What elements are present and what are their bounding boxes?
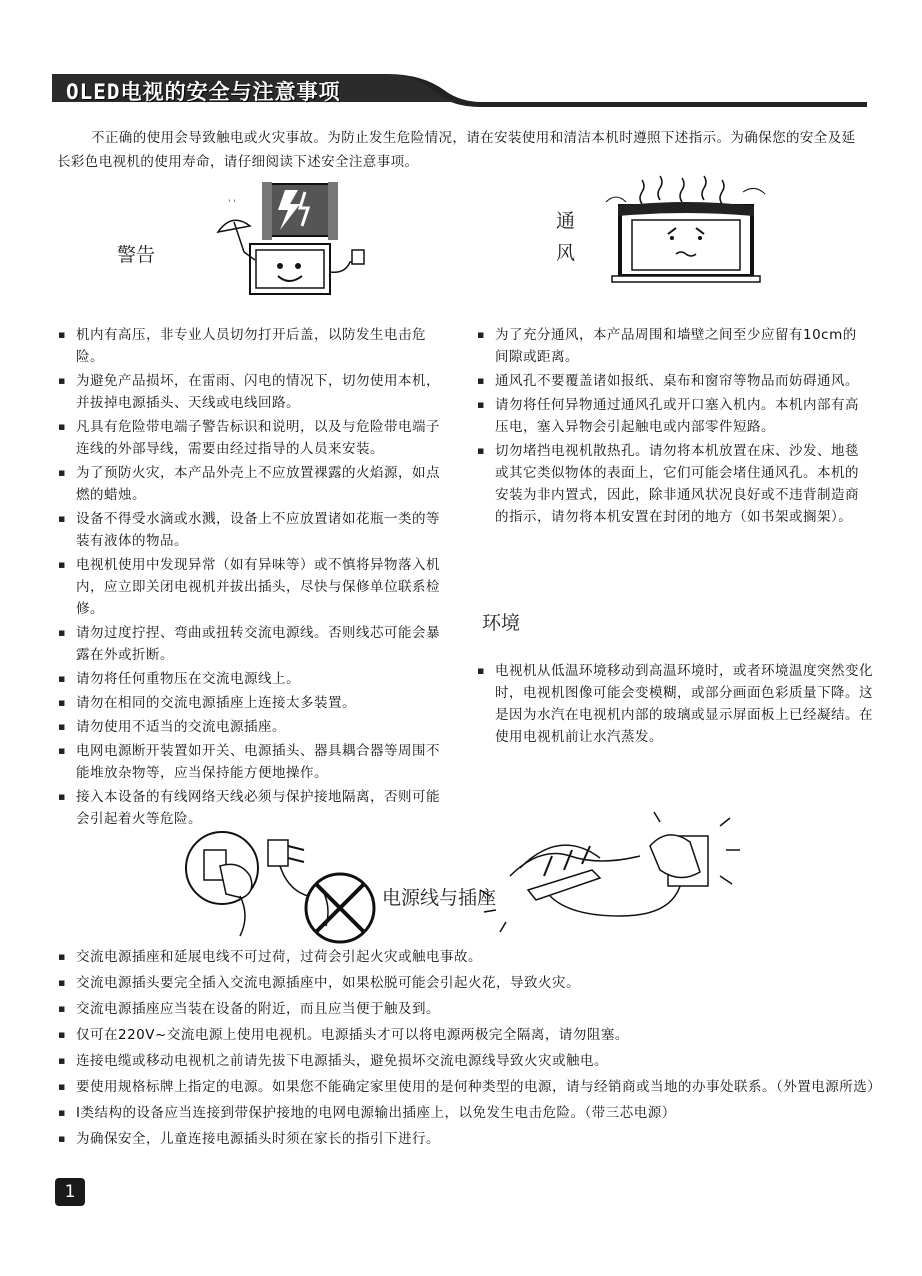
ventilation-label-line1: 通 — [556, 210, 576, 232]
list-item: ▪ 为确保安全，儿童连接电源插头时须在家长的指引下进行。 — [58, 1128, 888, 1150]
list-item: ▪ 电视机从低温环境移动到高温环境时，或者环境温度突然变化时，电视机图像可能会变模糊，或部分画面色彩质量下降。这是因为水汽在电视机内部的玻璃或显示屏面板上已经凝结。在使用电视机前让水汽蒸发。 — [477, 660, 882, 748]
list-item: ▪ 为了预防火灾，本产品外壳上不应放置裸露的火焰源，如点燃的蜡烛。 — [58, 462, 450, 506]
warning-list — [58, 324, 450, 832]
list-item: ▪ 电网电源断开装置如开关、电源插头、器具耦合器等周围不能堆放杂物等，应当保持能方便地操作。 — [58, 740, 450, 784]
environment-list — [477, 660, 882, 750]
list-item: ▪ 连接电缆或移动电视机之前请先拔下电源插头，避免损坏交流电源线导致火灾或触电。 — [58, 1050, 888, 1072]
environment-label: 环境 — [482, 612, 521, 634]
list-item: ▪ 为了充分通风，本产品周围和墙壁之间至少应留有10cm的间隙或距离。 — [477, 324, 869, 368]
list-item: ▪ 机内有高压，非专业人员切勿打开后盖，以防发生电击危险。 — [58, 324, 450, 368]
list-item: ▪ 仅可在220V~交流电源上使用电视机。电源插头才可以将电源两极完全隔离，请勿阻塞。 — [58, 1024, 888, 1046]
warning-label: 警告 — [117, 244, 156, 266]
list-item: ▪ 通风孔不要覆盖诸如报纸、桌布和窗帘等物品而妨碍通风。 — [477, 370, 869, 392]
list-item: ▪ 交流电源插座应当装在设备的附近，而且应当便于触及到。 — [58, 998, 888, 1020]
list-item: ▪ 请勿将任何重物压在交流电源线上。 — [58, 668, 450, 690]
list-item: ▪ 请勿过度拧捏、弯曲或扭转交流电源线。否则线芯可能会暴露在外或折断。 — [58, 622, 450, 666]
tv-lightning-illustration — [210, 182, 370, 302]
tv-overheating-illustration — [598, 172, 778, 287]
list-item: ▪ 设备不得受水滴或水溅，设备上不应放置诸如花瓶一类的等装有液体的物品。 — [58, 508, 450, 552]
list-item: ▪ 电视机使用中发现异常（如有异味等）或不慎将异物落入机内，应立即关闭电视机并拔出插头，尽快与保修单位联系检修。 — [58, 554, 450, 620]
list-item: ▪ 请勿使用不适当的交流电源插座。 — [58, 716, 450, 738]
list-item: ▪ 要使用规格标牌上指定的电源。如果您不能确定家里使用的是何种类型的电源，请与经销商或当地的办事处联系。（外置电源所选） — [58, 1076, 888, 1098]
list-item: ▪ 交流电源插座和延展电线不可过荷，过荷会引起火灾或触电事故。 — [58, 946, 888, 968]
list-item: ▪ 请勿将任何异物通过通风孔或开口塞入机内。本机内部有高压电，塞入异物会引起触电或内部零件短路。 — [477, 394, 869, 438]
page-title: OLED电视的安全与注意事项 — [66, 80, 341, 104]
list-item: ▪ 为避免产品损坏，在雷雨、闪电的情况下，切勿使用本机，并拔掉电源插头、天线或电线回路。 — [58, 370, 450, 414]
section-header — [52, 70, 867, 108]
power-list — [58, 946, 888, 1154]
list-item: ▪ 交流电源插头要完全插入交流电源插座中，如果松脱可能会引起火花，导致火灾。 — [58, 972, 888, 994]
ventilation-label-line2: 风 — [556, 242, 576, 264]
list-item: ▪ 凡具有危险带电端子警告标识和说明，以及与危险带电端子连线的外部导线，需要由经过指导的人员来安装。 — [58, 416, 450, 460]
power-cord-illustration — [180, 806, 760, 946]
list-item: ▪ Ⅰ类结构的设备应当连接到带保护接地的电网电源输出插座上，以免发生电击危险。（带三芯电源） — [58, 1102, 888, 1124]
list-item: ▪ 接入本设备的有线网络天线必须与保护接地隔离，否则可能会引起着火等危险。 — [58, 786, 450, 830]
page-number: 1 — [55, 1178, 85, 1206]
list-item: ▪ 请勿在相同的交流电源插座上连接太多装置。 — [58, 692, 450, 714]
ventilation-list — [477, 324, 869, 530]
intro-paragraph: 不正确的使用会导致触电或火灾事故。为防止发生危险情况，请在安装使用和清洁本机时遵照下述指示。为确保您的安全及延长彩色电视机的使用寿命，请仔细阅读下述安全注意事项。 — [57, 130, 856, 170]
svg-text:' ': ' ' — [228, 199, 236, 209]
power-label: 电源线与插座 — [382, 887, 497, 909]
list-item: ▪ 切勿堵挡电视机散热孔。请勿将本机放置在床、沙发、地毯或其它类似物体的表面上，它们可能会堵住通风孔。本机的安装为非内置式，因此，除非通风状况良好或不违背制造商的指示，请勿将本机安置在封闭的地方（如书架或搁架）。 — [477, 440, 869, 528]
